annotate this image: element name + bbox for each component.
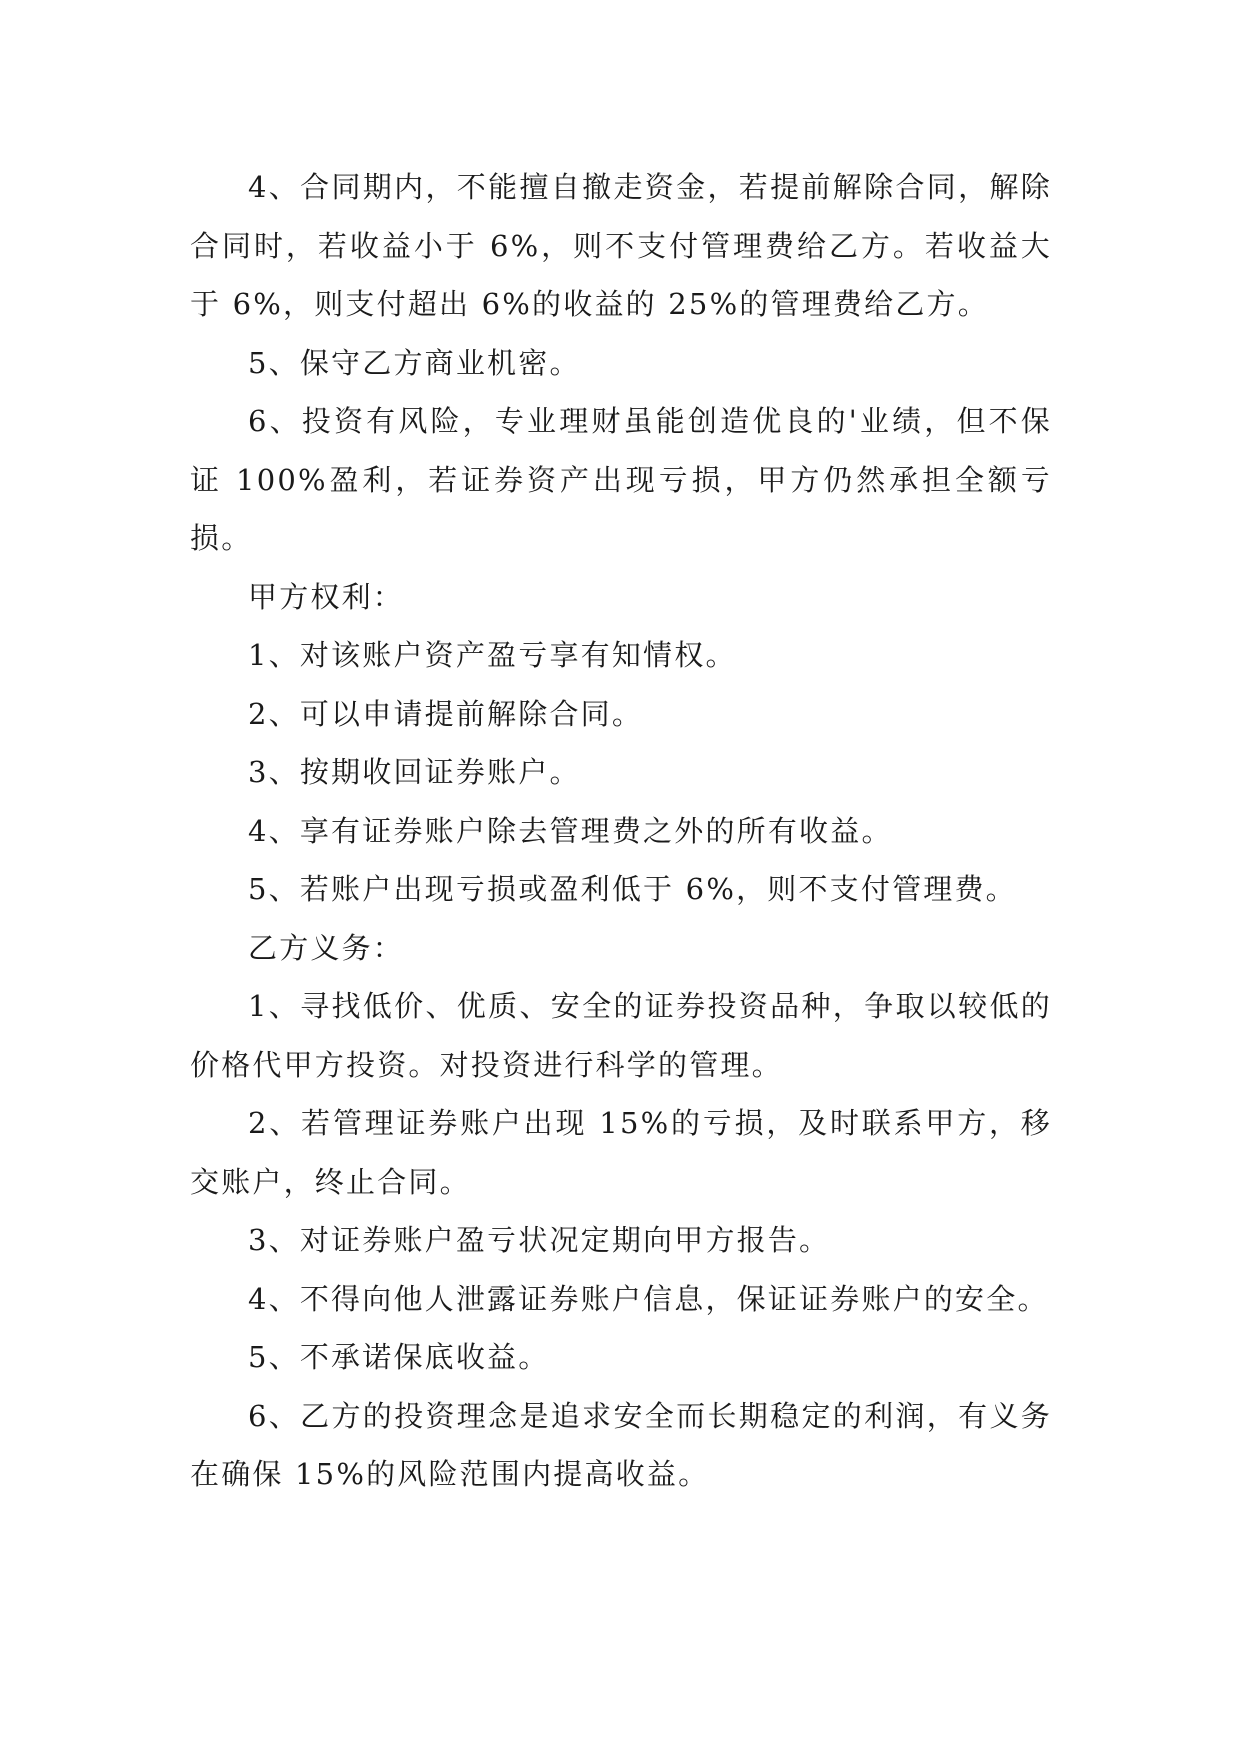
- paragraph-duty-2: 2、若管理证券账户出现 15%的亏损，及时联系甲方，移交账户，终止合同。: [190, 1106, 1052, 1199]
- paragraph-right-2: 2、可以申请提前解除合同。: [248, 696, 644, 731]
- heading-party-a-rights: 甲方权利：: [248, 579, 405, 614]
- paragraph-duty-1: 1、寻找低价、优质、安全的证券投资品种，争取以较低的价格代甲方投资。对投资进行科学的管理。: [190, 989, 1052, 1082]
- paragraph-right-1: 1、对该账户资产盈亏享有知情权。: [248, 638, 737, 672]
- paragraph-duty-6: 6、乙方的投资理念是追求安全而长期稳定的利润，有义务在确保 15%的风险范围内提高收益。: [190, 1398, 1052, 1491]
- paragraph-right-3: 3、按期收回证券账户。: [248, 755, 581, 789]
- paragraph-obligation-5: 5、保守乙方商业机密。: [248, 345, 581, 380]
- paragraph-duty-4: 4、不得向他人泄露证券账户信息，保证证券账户的安全。: [248, 1281, 1049, 1316]
- heading-party-b-duties: 乙方义务：: [248, 930, 405, 965]
- paragraph-right-4: 4、享有证券账户除去管理费之外的所有收益。: [248, 813, 893, 848]
- document-body: [190, 158, 1052, 1504]
- paragraph-obligation-4: 4、合同期内，不能擅自撤走资金，若提前解除合同，解除合同时，若收益小于 6%，则不支付管理费给乙方。若收益大于 6%，则支付超出 6%的收益的 25%的管理费给乙方。: [190, 170, 1052, 321]
- paragraph-obligation-6: 6、投资有风险，专业理财虽能创造优良的'业绩，但不保证 100%盈利，若证券资产出现亏损，甲方仍然承担全额亏损。: [190, 404, 1052, 555]
- paragraph-duty-3: 3、对证券账户盈亏状况定期向甲方报告。: [248, 1223, 831, 1257]
- paragraph-right-5: 5、若账户出现亏损或盈利低于 6%，则不支付管理费。: [248, 872, 1017, 906]
- paragraph-duty-5: 5、不承诺保底收益。: [248, 1340, 550, 1374]
